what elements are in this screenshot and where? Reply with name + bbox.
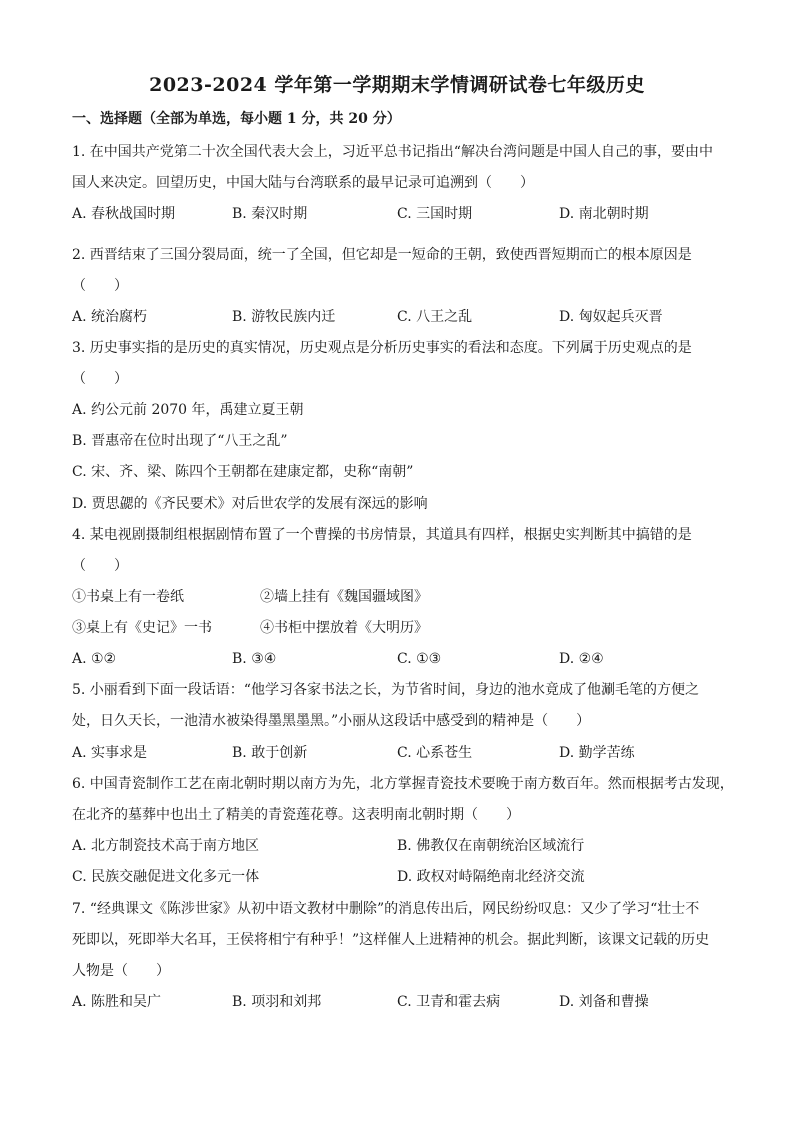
question-6-stem-line-2: 在北齐的墓葬中也出土了精美的青瓷莲花尊。这表明南北朝时期（ ） [72, 807, 520, 823]
question-3-option-b: B. 晋惠帝在位时出现了“八王之乱” [72, 433, 288, 449]
question-7-option-c: C. 卫青和霍去病 [397, 994, 501, 1010]
question-4-item-4: ④书柜中摆放着《大明历》 [260, 620, 428, 636]
question-5-stem-line-2: 处，日久天长，一池清水被染得墨黑墨黑。”小丽从这段话中感受到的精神是（ ） [72, 713, 591, 729]
question-5-option-a: A. 实事求是 [72, 745, 148, 761]
exam-title: 2023-2024 学年第一学期期末学情调研试卷七年级历史 [149, 74, 645, 96]
section-heading: 一、选择题（全部为单选，每小题 1 分，共 20 分） [72, 111, 401, 127]
question-7-option-d: D. 刘备和曹操 [559, 994, 649, 1010]
question-4-item-3: ③桌上有《史记》一书 [72, 620, 212, 636]
question-7-stem-line-3: 人物是（ ） [72, 963, 170, 979]
question-1-option-a: A. 春秋战国时期 [72, 206, 176, 222]
question-2-option-a: A. 统治腐朽 [72, 309, 148, 325]
question-3-stem-line-1: 3. 历史事实指的是历史的真实情况，历史观点是分析历史事实的看法和态度。下列属于历史观点的是 [72, 340, 692, 356]
question-7-stem-line-1: 7. “经典课文《陈涉世家》从初中语文教材中删除”的消息传出后，网民纷纷叹息：又少了学习“壮士不 [72, 901, 700, 917]
question-4-option-d: D. ②④ [559, 651, 604, 667]
question-4-option-c: C. ①③ [397, 651, 442, 667]
question-1-option-c: C. 三国时期 [397, 206, 473, 222]
question-3-option-a: A. 约公元前 2070 年，禹建立夏王朝 [72, 402, 304, 418]
question-1-option-b: B. 秦汉时期 [232, 206, 308, 222]
question-4-stem-line-1: 4. 某电视剧摄制组根据剧情布置了一个曹操的书房情景，其道具有四样，根据史实判断其中搞错的是 [72, 527, 692, 543]
question-2-stem-line-1: 2. 西晋结束了三国分裂局面，统一了全国，但它却是一短命的王朝，致使西晋短期而亡的根本原因是 [72, 247, 692, 263]
question-4-stem-line-2: （ ） [72, 558, 128, 574]
question-7-option-b: B. 项羽和刘邦 [232, 994, 322, 1010]
question-1-stem-line-2: 国人来决定。回望历史，中国大陆与台湾联系的最早记录可追溯到（ ） [72, 175, 534, 191]
question-4-option-a: A. ①② [72, 651, 117, 667]
question-1-stem-line-1: 1. 在中国共产党第二十次全国代表大会上，习近平总书记指出“解决台湾问题是中国人自己的事，要由中 [72, 144, 713, 160]
question-7-option-a: A. 陈胜和吴广 [72, 994, 162, 1010]
question-3-option-c: C. 宋、齐、梁、陈四个王朝都在建康定都，史称“南朝” [72, 464, 414, 480]
question-2-option-b: B. 游牧民族内迁 [232, 309, 336, 325]
question-1-option-d: D. 南北朝时期 [559, 206, 649, 222]
question-4-option-b: B. ③④ [232, 651, 277, 667]
question-2-stem-line-2: （ ） [72, 278, 128, 294]
question-2-option-c: C. 八王之乱 [397, 309, 473, 325]
question-6-stem-line-1: 6. 中国青瓷制作工艺在南北朝时期以南方为先，北方掌握青瓷技术要晚于南方数百年。然而根据考古发现， [72, 776, 734, 792]
question-5-option-c: C. 心系苍生 [397, 745, 473, 761]
question-6-option-b: B. 佛教仅在南朝统治区域流行 [397, 838, 585, 854]
question-3-stem-line-2: （ ） [72, 371, 128, 387]
question-5-option-b: B. 敢于创新 [232, 745, 308, 761]
question-3-option-d: D. 贾思勰的《齐民要术》对后世农学的发展有深远的影响 [72, 496, 428, 512]
question-6-option-c: C. 民族交融促进文化多元一体 [72, 869, 260, 885]
question-5-option-d: D. 勤学苦练 [559, 745, 635, 761]
question-6-option-d: D. 政权对峙隔绝南北经济交流 [397, 869, 585, 885]
question-6-option-a: A. 北方制瓷技术高于南方地区 [72, 838, 260, 854]
question-4-item-1: ①书桌上有一卷纸 [72, 589, 184, 605]
question-7-stem-line-2: 死即以，死即举大名耳，王侯将相宁有种乎！”这样催人上进精神的机会。据此判断，该课文记载的历史 [72, 932, 710, 948]
question-4-item-2: ②墙上挂有《魏国疆域图》 [260, 589, 428, 605]
question-2-option-d: D. 匈奴起兵灭晋 [559, 309, 663, 325]
question-5-stem-line-1: 5. 小丽看到下面一段话语：“他学习各家书法之长，为节省时间，身边的池水竟成了他涮毛笔的方便之 [72, 682, 699, 698]
